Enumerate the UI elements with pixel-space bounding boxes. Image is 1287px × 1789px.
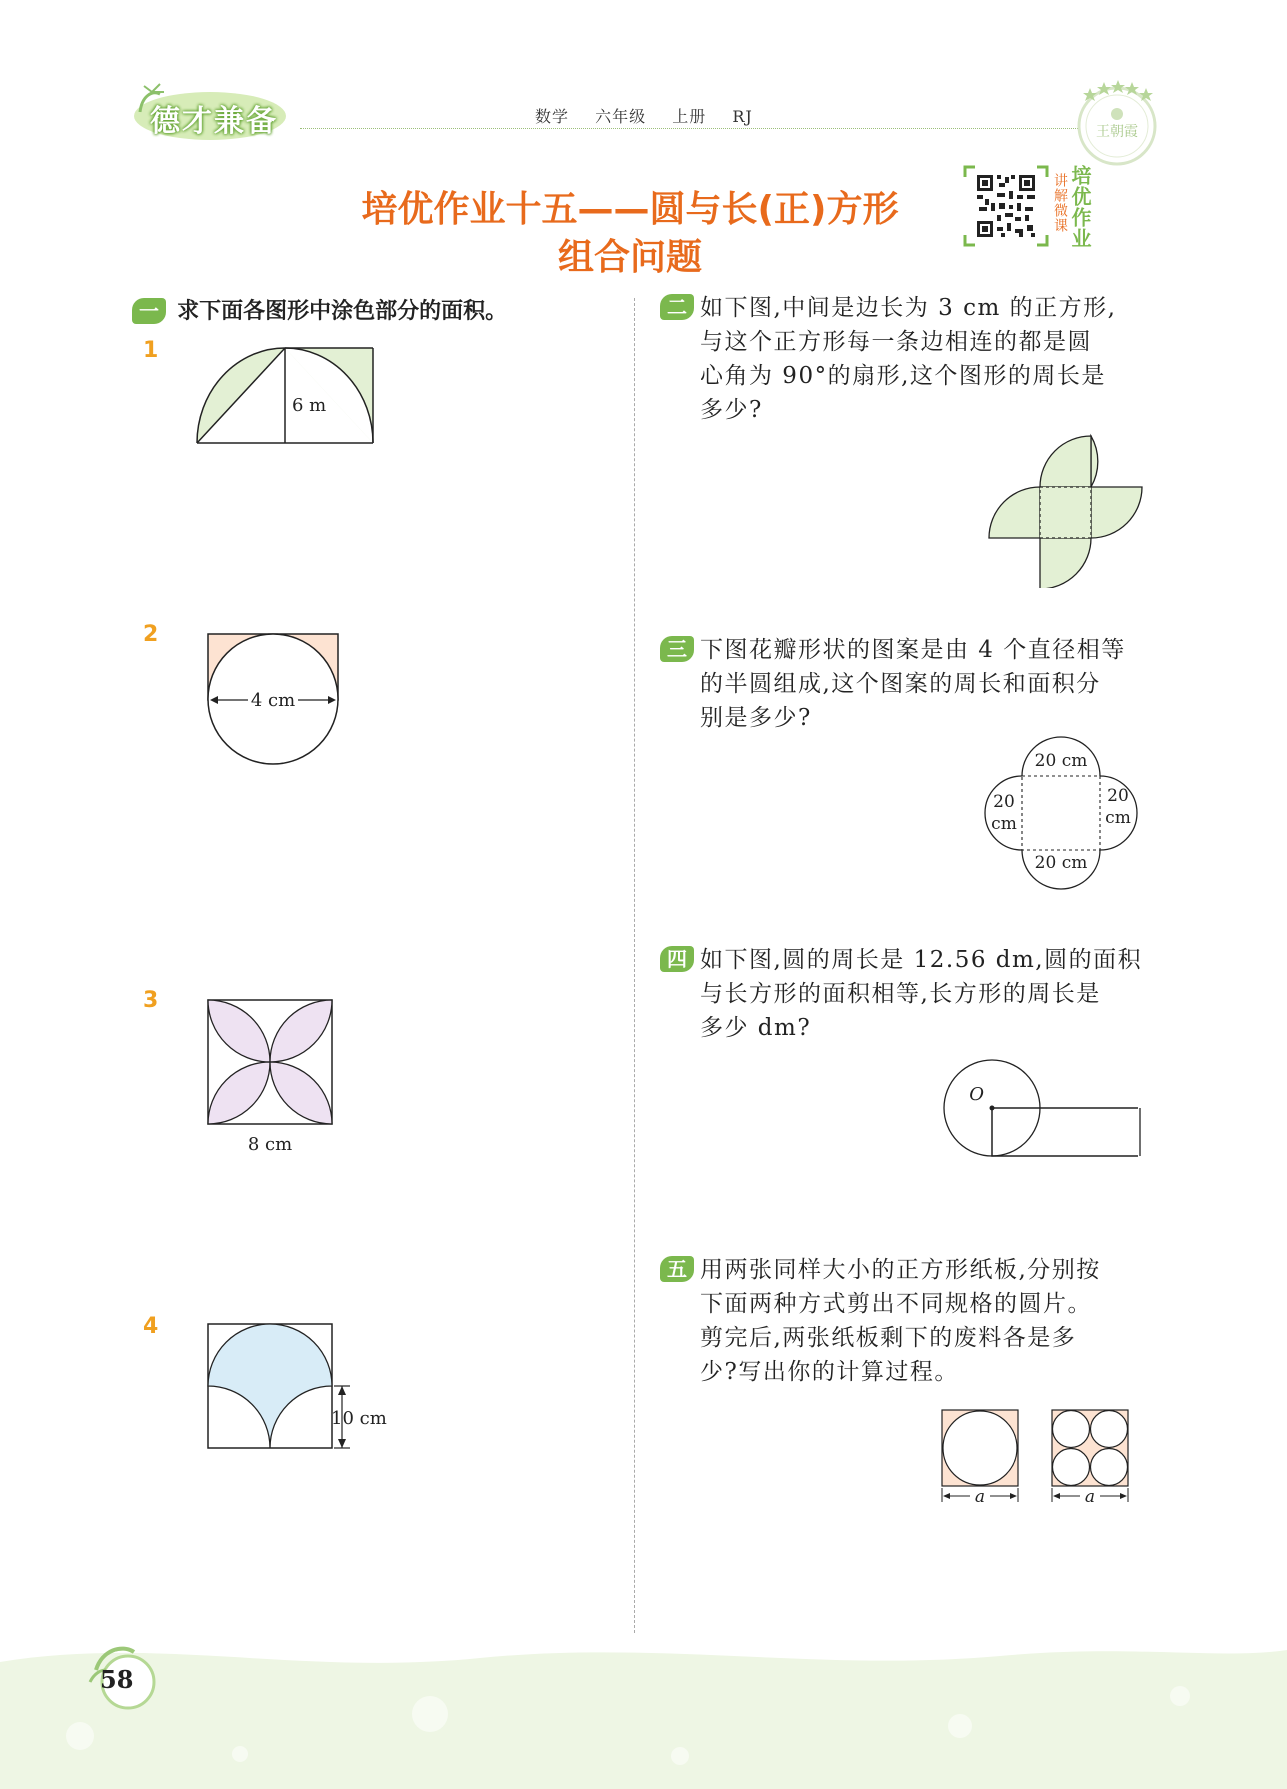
title-line-2: 组合问题 [557, 237, 702, 278]
section-2-badge: 二 [660, 294, 694, 320]
subject-grade: 六年级 [595, 107, 647, 126]
figure-4 [200, 1318, 400, 1458]
page-title [280, 186, 980, 282]
figure-3 [200, 992, 350, 1152]
figure-3-left-label-1: 20 [993, 792, 1015, 812]
section-3-line-3: 别是多少? [700, 705, 812, 731]
question-4-number: 4 [143, 1314, 159, 1339]
subject-math: 数学 [535, 107, 570, 126]
section-4-line-1: 如下图,圆的周长是 12.56 dm,圆的面积 [700, 947, 1143, 973]
publisher-logo [1072, 78, 1162, 168]
subject-edition: RJ [732, 107, 753, 126]
figure-4-label: 10 cm [331, 1408, 387, 1429]
figure-3-right-label-1: 20 [1107, 786, 1129, 806]
subject-volume: 上册 [672, 107, 707, 126]
header-divider [300, 128, 1080, 129]
qr-caption-main: 培优作业 [1068, 165, 1092, 249]
figure-1-label: 6 m [292, 395, 327, 416]
title-line-1: 培优作业十五——圆与长(正)方形 [361, 189, 899, 230]
figure-2-label: 4 cm [250, 690, 296, 711]
square-1-side-label: a [974, 1487, 986, 1504]
qr-caption [1050, 165, 1090, 255]
figure-1 [190, 340, 380, 450]
qr-caption-sub: 讲解微课 [1052, 173, 1068, 233]
section-4-line-3: 多少 dm? [700, 1015, 812, 1041]
section-2-text [700, 291, 1116, 427]
section-5-line-4: 少?写出你的计算过程。 [700, 1359, 959, 1385]
section-2-line-1: 如下图,中间是边长为 3 cm 的正方形, [700, 295, 1117, 321]
subject-line [535, 104, 773, 127]
section-1-header [132, 294, 507, 325]
section-3-badge: 三 [660, 636, 694, 662]
section-3-badge-wrap [660, 636, 694, 662]
question-3-number: 3 [143, 988, 159, 1013]
figure-section-4 [940, 1058, 1146, 1162]
section-2-badge-wrap [660, 294, 694, 320]
figure-section-3 [980, 732, 1142, 894]
section-2-line-3: 心角为 90°的扇形,这个图形的周长是 [700, 363, 1106, 389]
section-3-text [700, 633, 1126, 735]
section-3-line-2: 的半圆组成,这个图案的周长和面积分 [700, 671, 1101, 697]
section-5-line-3: 剪完后,两张纸板剩下的废料各是多 [700, 1325, 1077, 1351]
qr-code[interactable] [963, 165, 1049, 247]
section-5-badge-wrap [660, 1256, 694, 1282]
section-4-text [700, 943, 1142, 1045]
figure-3-bottom-label: 20 cm [1034, 853, 1088, 873]
section-4-badge-wrap [660, 946, 694, 972]
question-2-number: 2 [143, 622, 159, 647]
section-5-line-1: 用两张同样大小的正方形纸板,分别按 [700, 1257, 1101, 1283]
figure-3-label: 8 cm [247, 1134, 293, 1152]
section-1-badge: 一 [132, 298, 166, 324]
section-4-line-2: 与长方形的面积相等,长方形的周长是 [700, 981, 1101, 1007]
section-4-badge: 四 [660, 946, 694, 972]
section-1-heading: 求下面各图形中涂色部分的面积。 [177, 299, 508, 324]
figure-3-top-label: 20 cm [1034, 751, 1088, 771]
section-5-badge: 五 [660, 1256, 694, 1282]
figure-2 [200, 628, 350, 768]
section-2-line-2: 与这个正方形每一条边相连的都是圆 [700, 329, 1092, 355]
brand-name: 德才兼备 [150, 104, 278, 139]
figure-3-right-label-2: cm [1105, 808, 1131, 828]
figure-section-2 [985, 432, 1145, 588]
question-1-number: 1 [143, 338, 159, 363]
section-5-text [700, 1253, 1101, 1389]
section-2-line-4: 多少? [700, 397, 763, 423]
figure-3-left-label-2: cm [991, 814, 1017, 834]
square-2-side-label: a [1084, 1487, 1096, 1504]
circle-center-label: O [969, 1084, 984, 1105]
section-5-line-2: 下面两种方式剪出不同规格的圆片。 [700, 1291, 1092, 1317]
logo-text: 王朝霞 [1096, 124, 1138, 140]
column-divider [634, 298, 635, 1633]
footer-wave [0, 1636, 1287, 1789]
page-number: 58 [100, 1665, 134, 1694]
section-3-line-1: 下图花瓣形状的图案是由 4 个直径相等 [700, 637, 1126, 663]
figure-section-5 [938, 1406, 1138, 1504]
